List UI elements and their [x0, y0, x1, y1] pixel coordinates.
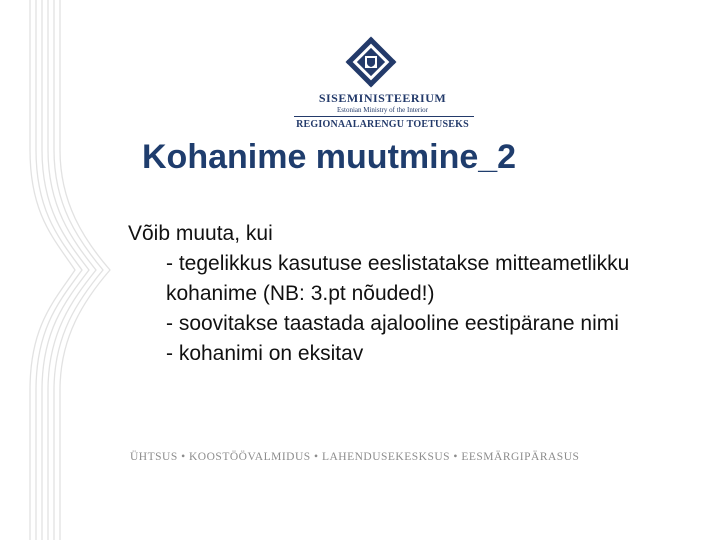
logo-divider — [294, 116, 474, 117]
body-intro: Võib muuta, kui — [128, 222, 273, 245]
org-subtitle: Estonian Ministry of the Interior — [337, 106, 428, 114]
program-name: REGIONAALARENGU TOETUSEKS — [296, 119, 469, 130]
slide-title: Kohanime muutmine_2 — [142, 138, 517, 176]
bullet-list — [128, 249, 688, 369]
bullet-item: - soovitakse taastada ajalooline eestipärane nimi — [166, 312, 619, 335]
slide-body — [128, 219, 688, 369]
bullet-item: - kohanimi on eksitav — [166, 342, 364, 365]
ministry-emblem-icon — [345, 36, 397, 88]
bullet-item: - tegelikkus kasutuse eeslistatakse mitteametlikku kohanime (NB: 3.pt nõuded!) — [166, 252, 630, 305]
decorative-border-ornament — [0, 0, 120, 540]
org-name: SISEMINISTEERIUM — [318, 91, 447, 105]
ministry-logo — [290, 36, 475, 136]
values-footer: ÜHTSUS • KOOSTÖÖVALMIDUS • LAHENDUSEKESKSUS • EESMÄRGIPÄRASUS — [130, 451, 580, 463]
